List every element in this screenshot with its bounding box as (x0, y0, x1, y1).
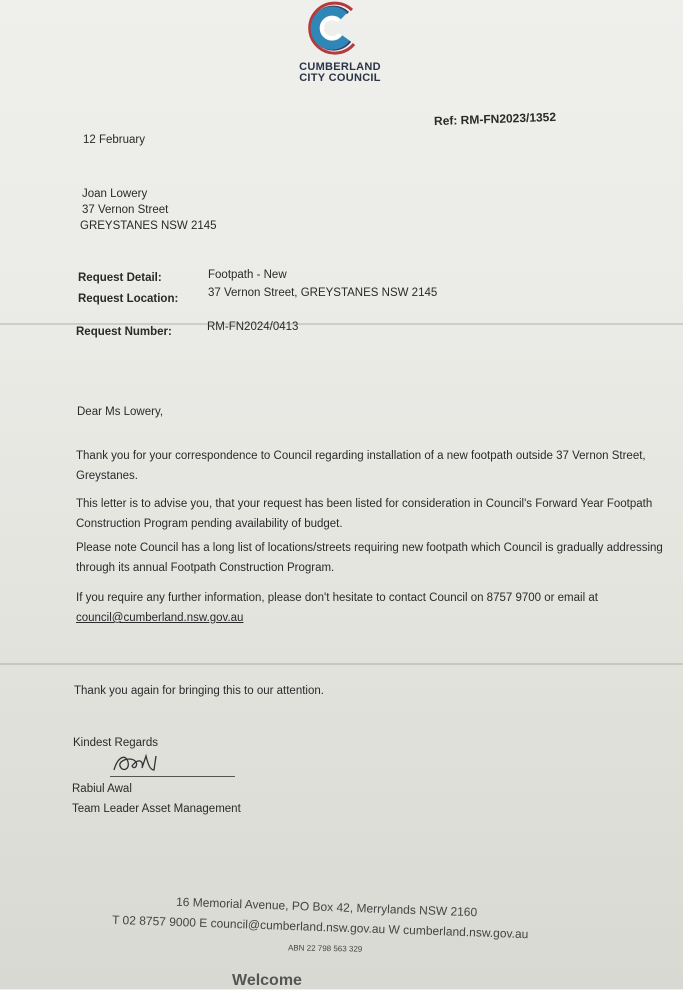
salutation: Dear Ms Lowery, (77, 406, 164, 418)
paper-fold-line (0, 663, 683, 665)
letter-date: 12 February (83, 134, 146, 146)
paragraph-2: This letter is to advise you, that your request has been listed for consideration in Council's Forward Year Footpath Construction Program pending availability of budget. (76, 498, 653, 530)
council-name (280, 62, 400, 84)
paragraph-4-text: If you require any further information, please don't hesitate to contact Council on 8757 9700 or email at (76, 592, 598, 604)
recipient-street: 37 Vernon Street (82, 204, 169, 216)
cumberland-c-logo-icon (302, 0, 362, 58)
signer-title: Team Leader Asset Management (72, 803, 241, 815)
council-email-link[interactable]: council@cumberland.nsw.gov.au (76, 612, 244, 624)
reference-number: Ref: RM-FN2023/1352 (433, 109, 557, 129)
footer-partial-text: Welcome (232, 972, 302, 989)
request-detail-label: Request Detail: (78, 272, 162, 284)
footer-abn: ABN 22 798 563 329 (287, 943, 363, 954)
paragraph-1: Thank you for your correspondence to Council regarding installation of a new footpath outside 37 Vernon Street, Greystanes. (76, 450, 646, 482)
paragraph-3: Please note Council has a long list of locations/streets requiring new footpath which Council is gradually addressing through its annual Footpath Construction Program. (76, 542, 663, 574)
council-name-line2: CITY COUNCIL (299, 72, 381, 84)
request-number-label: Request Number: (76, 326, 172, 338)
signer-name: Rabiul Awal (72, 783, 132, 795)
request-number-value: RM-FN2024/0413 (207, 321, 299, 333)
footer-address: 16 Memorial Avenue, PO Box 42, Merrylands NSW 2160 (175, 894, 478, 920)
closing-thanks: Thank you again for bringing this to our attention. (74, 685, 324, 697)
handwritten-signature (110, 750, 160, 776)
kindest-regards: Kindest Regards (73, 737, 159, 749)
footer-contacts: T 02 8757 9000 E council@cumberland.nsw.gov.au W cumberland.nsw.gov.au (111, 912, 529, 942)
council-name-line1: CUMBERLAND (299, 61, 381, 73)
recipient-suburb: GREYSTANES NSW 2145 (80, 220, 217, 232)
signature-line (110, 776, 235, 777)
request-location-value: 37 Vernon Street, GREYSTANES NSW 2145 (208, 287, 438, 299)
request-location-label: Request Location: (78, 293, 179, 305)
paragraph-4 (76, 588, 666, 628)
recipient-name: Joan Lowery (82, 188, 148, 200)
request-detail-value: Footpath - New (208, 269, 287, 281)
